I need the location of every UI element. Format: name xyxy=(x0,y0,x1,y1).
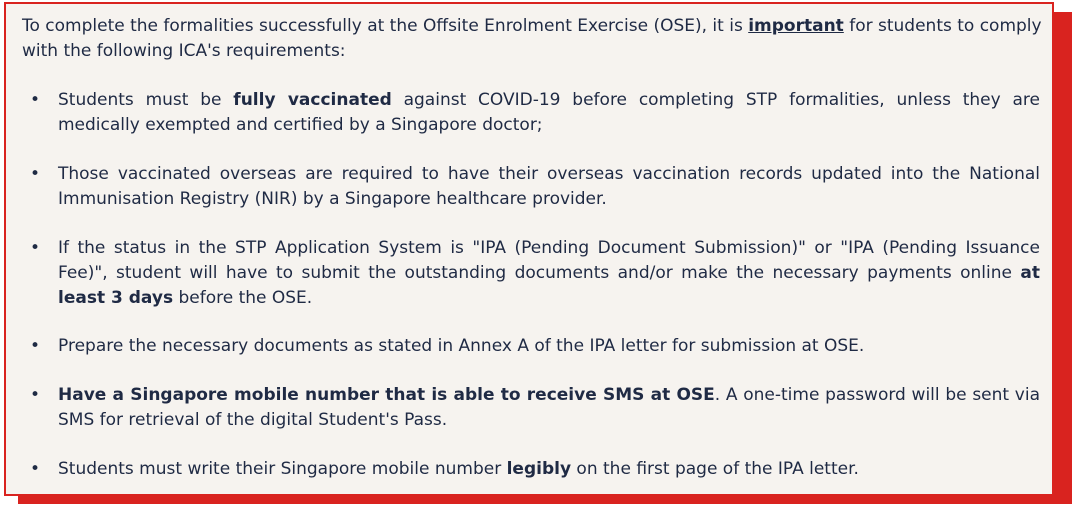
requirements-card xyxy=(4,2,1054,496)
list-item-text xyxy=(58,383,1040,433)
list-item xyxy=(30,334,1040,359)
intro-emphasis: important xyxy=(748,16,844,36)
item-text-bold: legibly xyxy=(506,459,572,479)
bullet-icon: • xyxy=(30,336,41,356)
intro-text-after: for students to comply with the following ICA's requirements: xyxy=(22,16,1042,61)
bullet-icon: • xyxy=(30,164,41,184)
bullet-icon: • xyxy=(30,90,41,110)
item-text-pre: Students must be xyxy=(58,90,234,110)
list-item xyxy=(30,162,1040,212)
item-text-post: against COVID-19 before completing STP formalities, unless they are medically exempted and certified by a Singapore doctor; xyxy=(58,90,1040,135)
bullet-icon: • xyxy=(30,385,41,405)
list-item xyxy=(30,457,1040,482)
intro-text-before: To complete the formalities successfully at the Offsite Enrolment Exercise (OSE), it is xyxy=(22,16,749,36)
list-item xyxy=(30,236,1040,311)
list-item-text xyxy=(58,162,1040,212)
item-text-post: . A one-time password will be sent via SMS for retrieval of the digital Student's Pass. xyxy=(58,385,1040,430)
item-text-bold: fully vaccinated xyxy=(233,90,392,110)
list-item-text xyxy=(58,457,1040,482)
list-item xyxy=(30,383,1040,433)
item-text-post: on the first page of the IPA letter. xyxy=(571,459,859,479)
item-text-post: before the OSE. xyxy=(173,288,313,308)
item-text-pre: If the status in the STP Application System is "IPA (Pending Document Submission)" or "IPA (Pending Issuance Fee)", student will have to submit the outstanding documents and/or make the necessary payments online xyxy=(58,238,1040,283)
list-item-text xyxy=(58,334,1040,359)
bullet-icon: • xyxy=(30,459,41,479)
item-text-pre: Students must write their Singapore mobile number xyxy=(58,459,507,479)
list-item-text xyxy=(58,88,1040,138)
list-item xyxy=(30,88,1040,138)
list-item-text xyxy=(58,236,1040,311)
item-text-bold: Have a Singapore mobile number that is able to receive SMS at OSE xyxy=(58,385,715,405)
intro-paragraph xyxy=(22,14,1042,64)
item-text-bold: at least 3 days xyxy=(58,263,1040,308)
item-text-pre: Prepare the necessary documents as stated in Annex A of the IPA letter for submission at OSE. xyxy=(58,336,865,356)
item-text-pre: Those vaccinated overseas are required to have their overseas vaccination records updated into the National Immunisation Registry (NIR) by a Singapore healthcare provider. xyxy=(58,164,1040,209)
bullet-icon: • xyxy=(30,238,41,258)
